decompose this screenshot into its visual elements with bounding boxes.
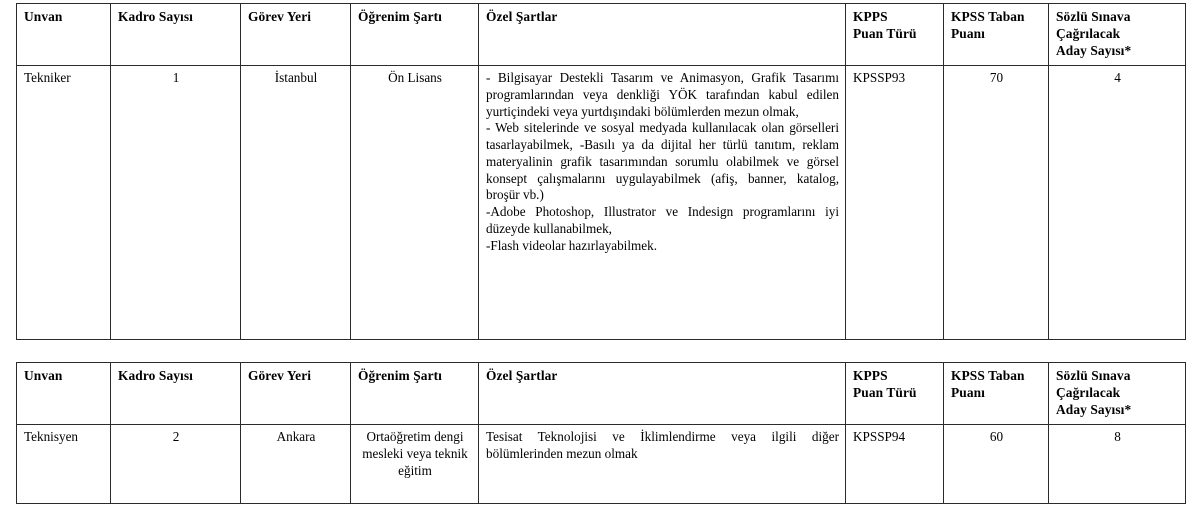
cell-ozel-sartlar — [479, 66, 846, 340]
cell-ozel-sartlar — [479, 425, 846, 504]
column-header-ogrenim-sarti: Öğrenim Şartı — [351, 4, 479, 66]
kpps-header-line-1: KPPS — [853, 9, 888, 24]
sozlu-header-line-1: Sözlü Sınava — [1056, 9, 1131, 24]
cell-ogrenim-sarti: Ortaöğretim dengi mesleki veya teknik eğitim — [351, 425, 479, 504]
column-header-gorev-yeri: Görev Yeri — [241, 363, 351, 425]
column-header-sozlu-sinava-cagrilacak-aday-sayisi — [1049, 363, 1186, 425]
cell-kpps-puan-turu: KPSSP93 — [846, 66, 944, 340]
cell-unvan: Tekniker — [17, 66, 111, 340]
cell-gorev-yeri: Ankara — [241, 425, 351, 504]
sozlu-header-line-3: Aday Sayısı* — [1056, 402, 1132, 418]
column-header-gorev-yeri: Görev Yeri — [241, 4, 351, 66]
column-header-kpps-puan-turu — [846, 4, 944, 66]
taban-header-line-2: Puanı — [951, 26, 985, 42]
cell-kpss-taban-puani: 70 — [944, 66, 1049, 340]
table-one-body — [17, 66, 1186, 340]
cell-kpps-puan-turu: KPSSP94 — [846, 425, 944, 504]
taban-header-line-1: KPSS Taban — [951, 9, 1025, 24]
cell-sozlu-aday-sayisi: 4 — [1049, 66, 1186, 340]
ozel-sartlar-paragraph: -Adobe Photoshop, Illustrator ve Indesign programlarını iyi düzeyde kullanabilmek, — [486, 204, 839, 236]
taban-header-line-2: Puanı — [951, 385, 985, 401]
table-header-row — [17, 4, 1186, 66]
kpps-header-line-2: Puan Türü — [853, 385, 917, 401]
cell-sozlu-aday-sayisi: 8 — [1049, 425, 1186, 504]
table-row — [17, 66, 1186, 340]
cell-kadro-sayisi: 1 — [111, 66, 241, 340]
ozel-sartlar-paragraph: Tesisat Teknolojisi ve İklimlendirme veya ilgili diğer bölümlerinden mezun olmak — [486, 429, 839, 461]
sozlu-header-line-1: Sözlü Sınava — [1056, 368, 1131, 383]
kadro-table-one — [16, 3, 1186, 340]
sozlu-header-line-2: Çağrılacak — [1056, 26, 1121, 42]
ozel-sartlar-paragraph: - Web sitelerinde ve sosyal medyada kullanılacak olan görselleri tasarlayabilmek, -Basılı ya da dijital her türlü tanıtım, reklam materyalinin grafik tasarımından sorumlu olabilmek ve görsel konsept çalışmalarını uygulayabilmek (afiş, banner, katalog, broşür vb.) — [486, 120, 839, 203]
column-header-ozel-sartlar: Özel Şartlar — [479, 363, 846, 425]
column-header-ozel-sartlar: Özel Şartlar — [479, 4, 846, 66]
column-header-kpss-taban-puani — [944, 4, 1049, 66]
table-row — [17, 425, 1186, 504]
ozel-sartlar-paragraph: - Bilgisayar Destekli Tasarım ve Animasyon, Grafik Tasarımı programlarından veya denkliği YÖK tarafından kabul edilen yurtiçindeki veya yurtdışındaki bölümlerden mezun olmak, — [486, 70, 839, 119]
sozlu-header-line-2: Çağrılacak — [1056, 385, 1121, 401]
cell-kadro-sayisi: 2 — [111, 425, 241, 504]
sozlu-header-line-3: Aday Sayısı* — [1056, 43, 1132, 59]
column-header-ogrenim-sarti: Öğrenim Şartı — [351, 363, 479, 425]
kadro-table-two-container — [16, 362, 1186, 504]
kadro-table-one-container — [16, 3, 1186, 340]
column-header-unvan: Unvan — [17, 363, 111, 425]
cell-gorev-yeri: İstanbul — [241, 66, 351, 340]
table-two-body — [17, 425, 1186, 504]
taban-header-line-1: KPSS Taban — [951, 368, 1025, 383]
cell-unvan: Teknisyen — [17, 425, 111, 504]
column-header-kadro-sayisi: Kadro Sayısı — [111, 4, 241, 66]
kadro-table-two — [16, 362, 1186, 504]
column-header-unvan: Unvan — [17, 4, 111, 66]
ozel-sartlar-paragraph: -Flash videolar hazırlayabilmek. — [486, 237, 658, 253]
column-header-kpss-taban-puani — [944, 363, 1049, 425]
column-header-sozlu-sinava-cagrilacak-aday-sayisi — [1049, 4, 1186, 66]
table-header-row — [17, 363, 1186, 425]
column-header-kadro-sayisi: Kadro Sayısı — [111, 363, 241, 425]
table-two-header — [17, 363, 1186, 425]
cell-ogrenim-sarti: Ön Lisans — [351, 66, 479, 340]
column-header-kpps-puan-turu — [846, 363, 944, 425]
table-one-header — [17, 4, 1186, 66]
kpps-header-line-2: Puan Türü — [853, 26, 917, 42]
cell-kpss-taban-puani: 60 — [944, 425, 1049, 504]
kpps-header-line-1: KPPS — [853, 368, 888, 383]
